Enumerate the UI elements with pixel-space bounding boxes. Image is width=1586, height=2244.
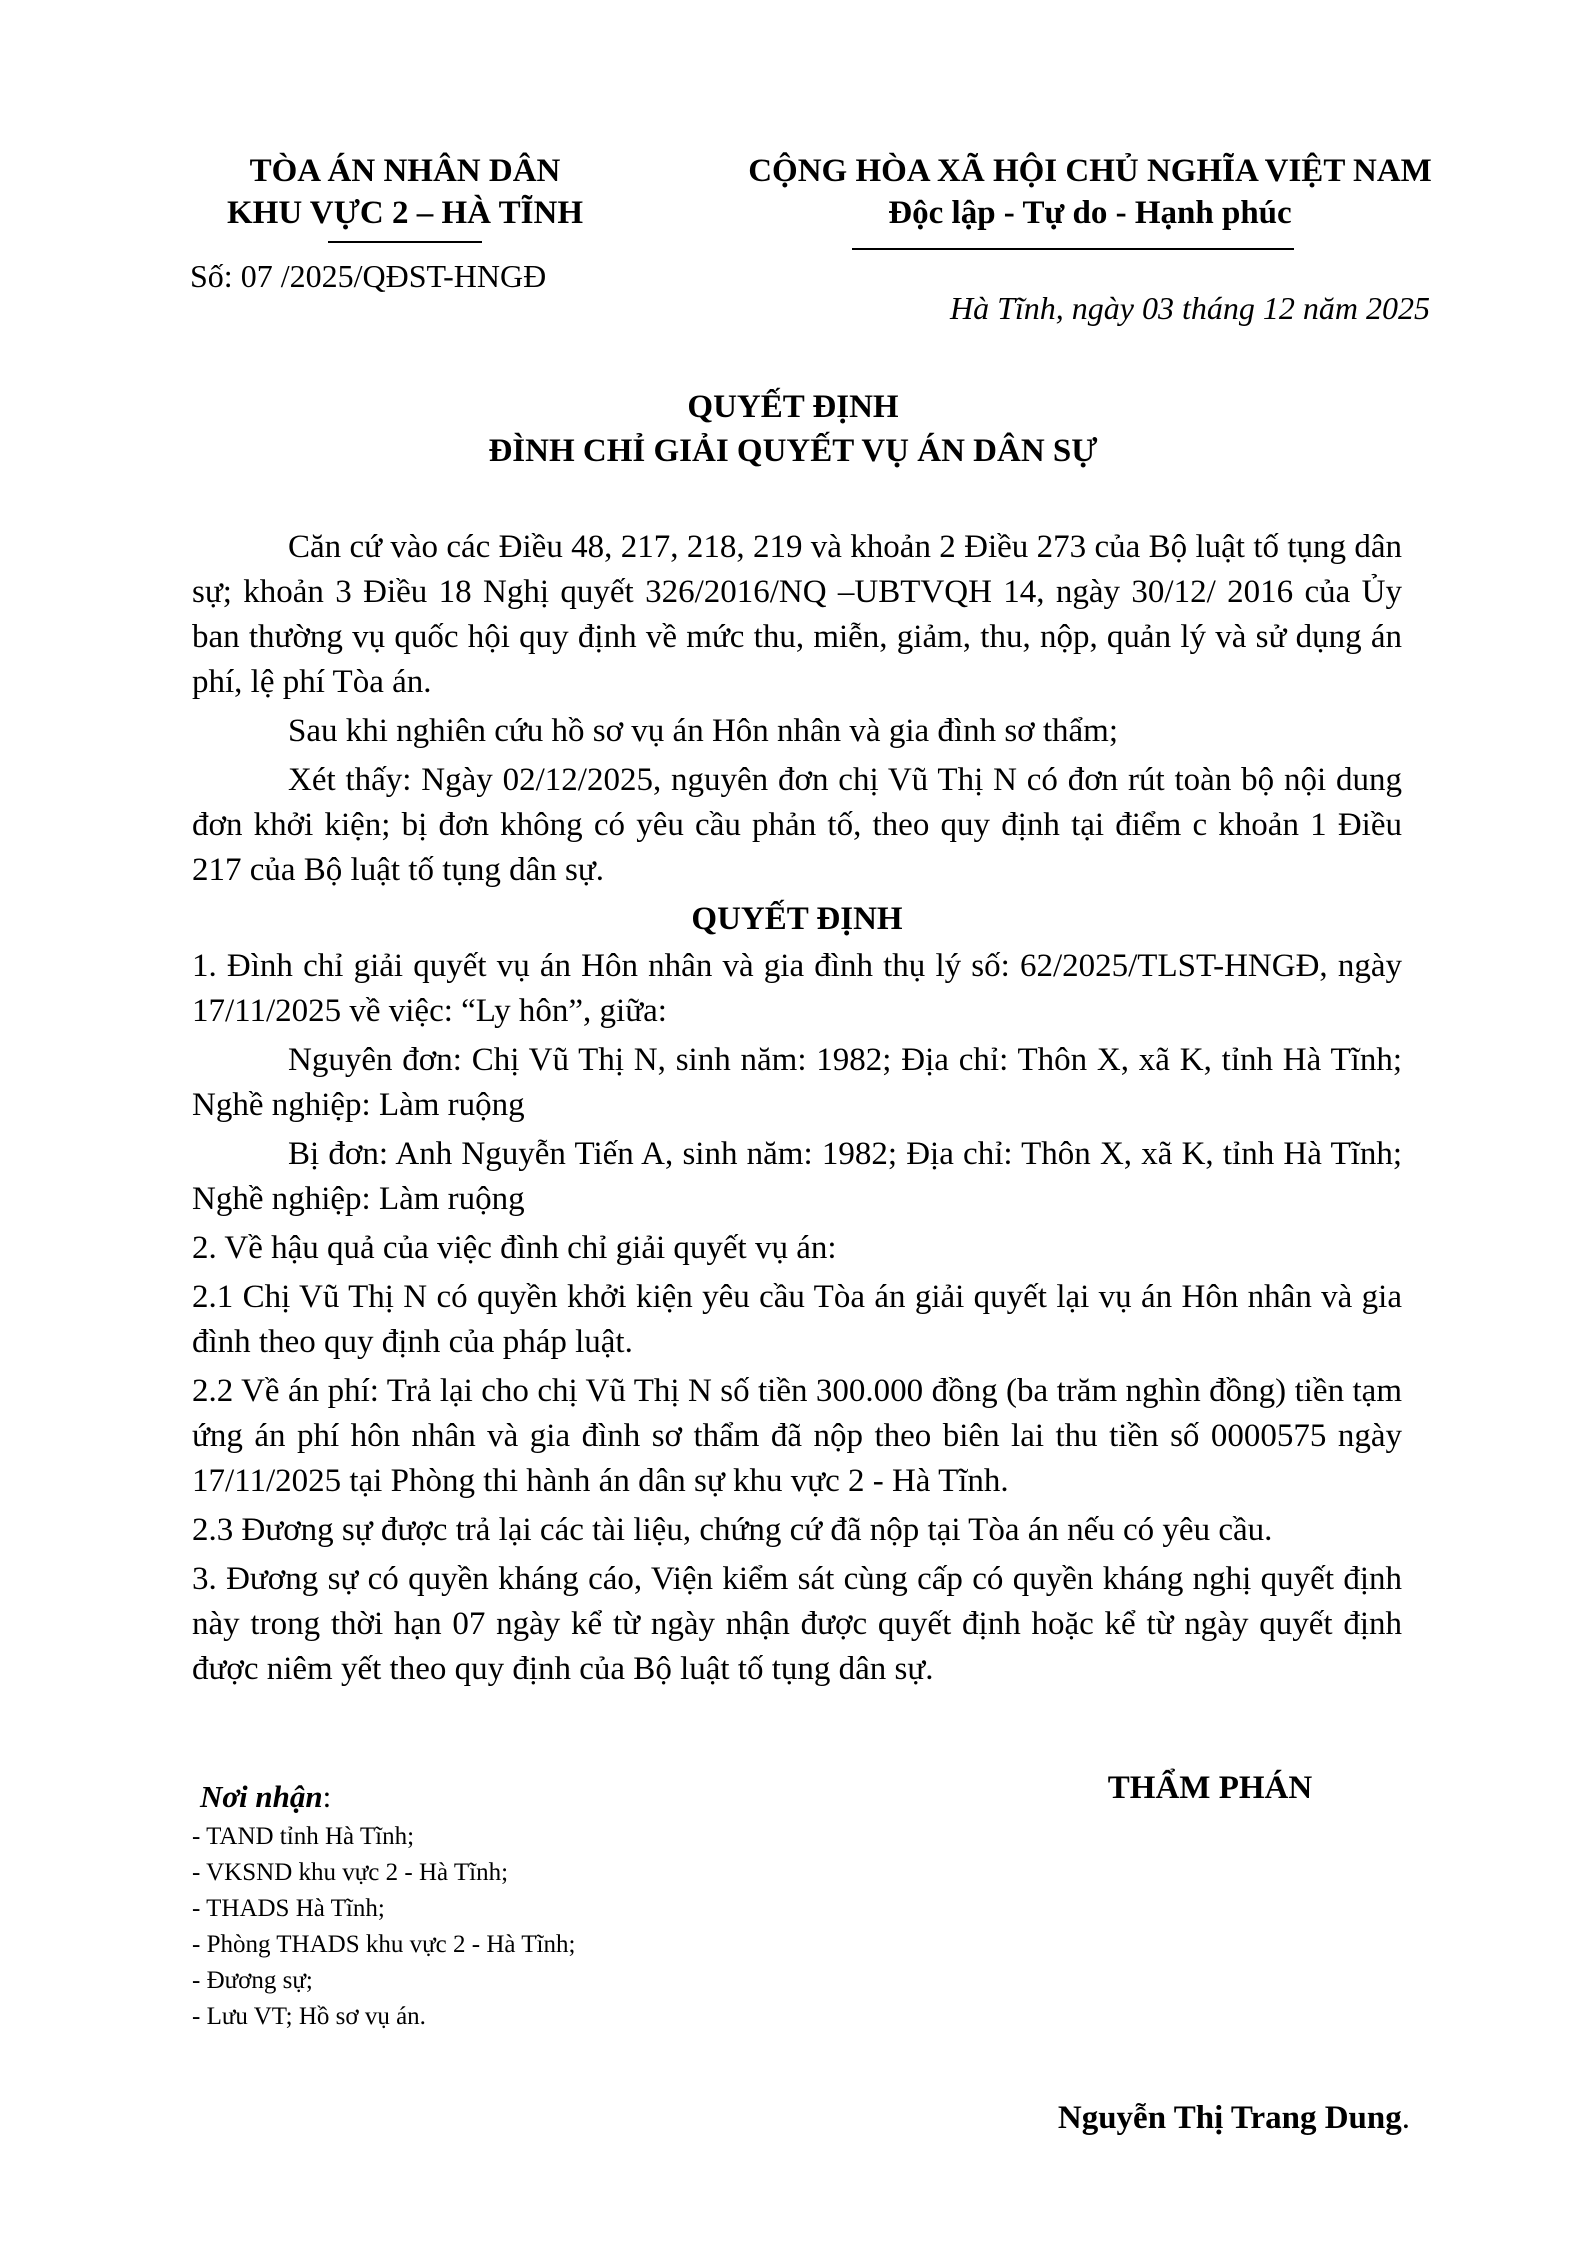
document-body [192, 525, 1402, 1696]
recipients-block [192, 1775, 842, 2035]
court-underline [328, 241, 482, 243]
judge-name-period: . [1401, 2100, 1410, 2136]
decision-item-2-1: 2.1 Chị Vũ Thị N có quyền khởi kiện yêu cầu Tòa án giải quyết lại vụ án Hôn nhân và gia đình theo quy định của pháp luật. [192, 1279, 1402, 1360]
nation-title: CỘNG HÒA XÃ HỘI CHỦ NGHĨA VIỆT NAM [748, 153, 1432, 189]
court-name-line2: KHU VỰC 2 – HÀ TĨNH [226, 195, 583, 231]
decision-item-2: 2. Về hậu quả của việc đình chỉ giải quyết vụ án: [192, 1230, 837, 1266]
decision-heading: QUYẾT ĐỊNH [691, 901, 903, 937]
document-title [0, 385, 1586, 473]
recipients-heading-text: Nơi nhận [200, 1779, 323, 1814]
judge-signature-block [880, 2100, 1410, 2137]
title-line2: ĐÌNH CHỈ GIẢI QUYẾT VỤ ÁN DÂN SỰ [488, 433, 1098, 469]
place-and-date: Hà Tĩnh, ngày 03 tháng 12 năm 2025 [950, 290, 1430, 326]
recipients-heading [200, 1775, 842, 1819]
recipient-item: - VKSND khu vực 2 - Hà Tĩnh; [192, 1859, 509, 1886]
recipient-item: - TAND tỉnh Hà Tĩnh; [192, 1823, 415, 1850]
nation-motto: Độc lập - Tự do - Hạnh phúc [888, 195, 1292, 231]
court-name-line1: TÒA ÁN NHÂN DÂN [249, 153, 561, 189]
title-line1: QUYẾT ĐỊNH [687, 389, 899, 425]
plaintiff-paragraph: Nguyên đơn: Chị Vũ Thị N, sinh năm: 1982; Địa chỉ: Thôn X, xã K, tỉnh Hà Tĩnh; Nghề nghiệp: Làm ruộng [192, 1042, 1402, 1123]
decision-item-2-3: 2.3 Đương sự được trả lại các tài liệu, chứng cứ đã nộp tại Tòa án nếu có yêu cầu. [192, 1512, 1273, 1548]
court-name-block [170, 150, 640, 234]
legal-basis-paragraph: Căn cứ vào các Điều 48, 217, 218, 219 và khoản 2 Điều 273 của Bộ luật tố tụng dân sự; khoản 3 Điều 18 Nghị quyết 326/2016/NQ –UBTVQH 14, ngày 30/12/ 2016 của Ủy ban thường vụ quốc hội quy định về mức thu, miễn, giảm, thu, nộp, quản lý và sử dụng án phí, lệ phí Tòa án. [192, 529, 1402, 700]
judge-name: Nguyễn Thị Trang Dung [1057, 2100, 1402, 2136]
review-paragraph: Sau khi nghiên cứu hồ sơ vụ án Hôn nhân và gia đình sơ thẩm; [288, 713, 1119, 749]
recipients-heading-colon: : [322, 1779, 332, 1814]
recipient-item: - Lưu VT; Hồ sơ vụ án. [192, 2003, 426, 2030]
motto-underline [852, 248, 1294, 250]
decision-item-2-2: 2.2 Về án phí: Trả lại cho chị Vũ Thị N số tiền 300.000 đồng (ba trăm nghìn đồng) tiền tạm ứng án phí hôn nhân và gia đình sơ thẩm đã nộp theo biên lai thu tiền số 0000575 ngày 17/11/2025 tại Phòng thi hành án dân sự khu vực 2 - Hà Tĩnh. [192, 1373, 1402, 1499]
recipient-item: - Phòng THADS khu vực 2 - Hà Tĩnh; [192, 1931, 576, 1958]
judge-title: THẨM PHÁN [1107, 1770, 1313, 1806]
decision-item-3: 3. Đương sự có quyền kháng cáo, Viện kiểm sát cùng cấp có quyền kháng nghị quyết định này trong thời hạn 07 ngày kể từ ngày nhận được quyết định hoặc kể từ ngày quyết định được niêm yết theo quy định của Bộ luật tố tụng dân sự. [192, 1561, 1402, 1687]
finding-paragraph: Xét thấy: Ngày 02/12/2025, nguyên đơn chị Vũ Thị N có đơn rút toàn bộ nội dung đơn khởi kiện; bị đơn không có yêu cầu phản tố, theo quy định tại điểm c khoản 1 Điều 217 của Bộ luật tố tụng dân sự. [192, 762, 1402, 888]
recipient-item: - THADS Hà Tĩnh; [192, 1895, 385, 1922]
recipient-item: - Đương sự; [192, 1967, 313, 1994]
defendant-paragraph: Bị đơn: Anh Nguyễn Tiến A, sinh năm: 1982; Địa chỉ: Thôn X, xã K, tỉnh Hà Tĩnh; Nghề nghiệp: Làm ruộng [192, 1136, 1402, 1217]
national-motto-block [660, 150, 1520, 234]
decision-item-1: 1. Đình chỉ giải quyết vụ án Hôn nhân và gia đình thụ lý số: 62/2025/TLST-HNGĐ, ngày 17/11/2025 về việc: “Ly hôn”, giữa: [192, 948, 1402, 1029]
document-number: Số: 07 /2025/QĐST-HNGĐ [190, 258, 547, 294]
